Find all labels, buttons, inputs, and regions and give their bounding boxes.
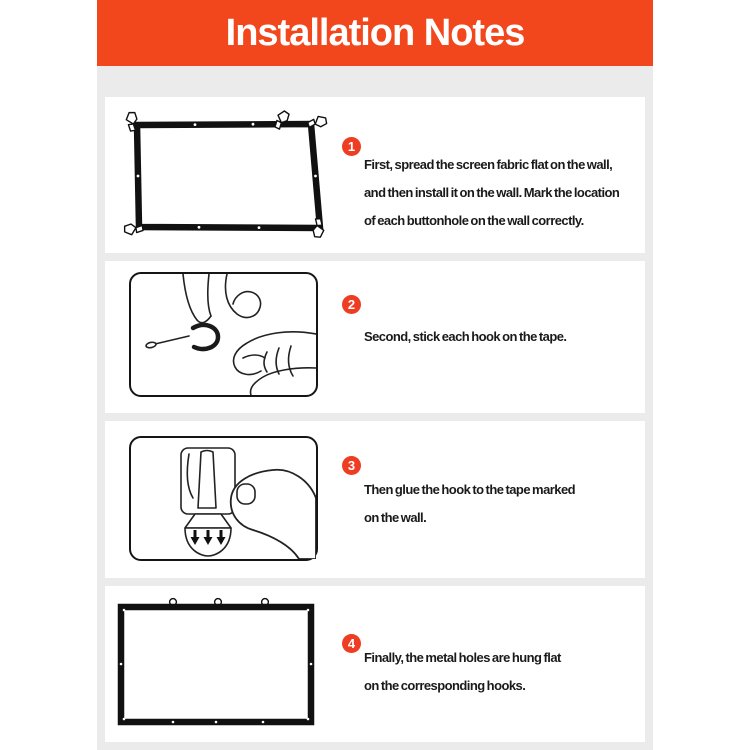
step-text-line: and then install it on the wall. Mark the location bbox=[364, 185, 620, 200]
step-2-section bbox=[105, 261, 645, 413]
step-text-line: on the wall. bbox=[364, 510, 427, 525]
step-3-section bbox=[105, 421, 645, 578]
step-number-badge: 3 bbox=[342, 456, 361, 475]
step-4-section bbox=[105, 586, 645, 742]
screen-fabric-illustration bbox=[111, 109, 336, 245]
hands-tape-illustration bbox=[129, 272, 318, 397]
step-text-line: Finally, the metal holes are hung flat bbox=[364, 650, 561, 665]
step-text-line: on the corresponding hooks. bbox=[364, 678, 526, 693]
press-hook-illustration bbox=[129, 436, 318, 561]
step-number-badge: 4 bbox=[342, 634, 361, 653]
pressing-finger bbox=[231, 470, 316, 559]
step-2-text bbox=[364, 323, 566, 351]
step-3-text bbox=[364, 476, 575, 532]
step-number-badge: 2 bbox=[342, 295, 361, 314]
finger-pressing-hook-drawing bbox=[131, 438, 316, 559]
step-4-text bbox=[364, 644, 561, 700]
hands-sticking-hook-drawing bbox=[131, 274, 316, 395]
step-text-line: Then glue the hook to the tape marked bbox=[364, 482, 576, 497]
step-number-badge: 1 bbox=[342, 137, 361, 156]
step-1-text bbox=[364, 151, 619, 235]
hook-icon bbox=[193, 325, 218, 349]
step-text-line: First, spread the screen fabric flat on the wall, bbox=[364, 157, 613, 172]
press-down-arrows bbox=[191, 530, 226, 545]
content-column bbox=[97, 0, 653, 750]
step-text-line: of each buttonhole on the wall correctly. bbox=[364, 213, 584, 228]
header-banner bbox=[97, 0, 653, 66]
step-text-line: Second, stick each hook on the tape. bbox=[364, 329, 567, 344]
hook-prong bbox=[198, 451, 216, 509]
step-1-section bbox=[105, 97, 645, 253]
page-title: Installation Notes bbox=[225, 12, 525, 54]
hung-screen-illustration bbox=[111, 594, 336, 734]
